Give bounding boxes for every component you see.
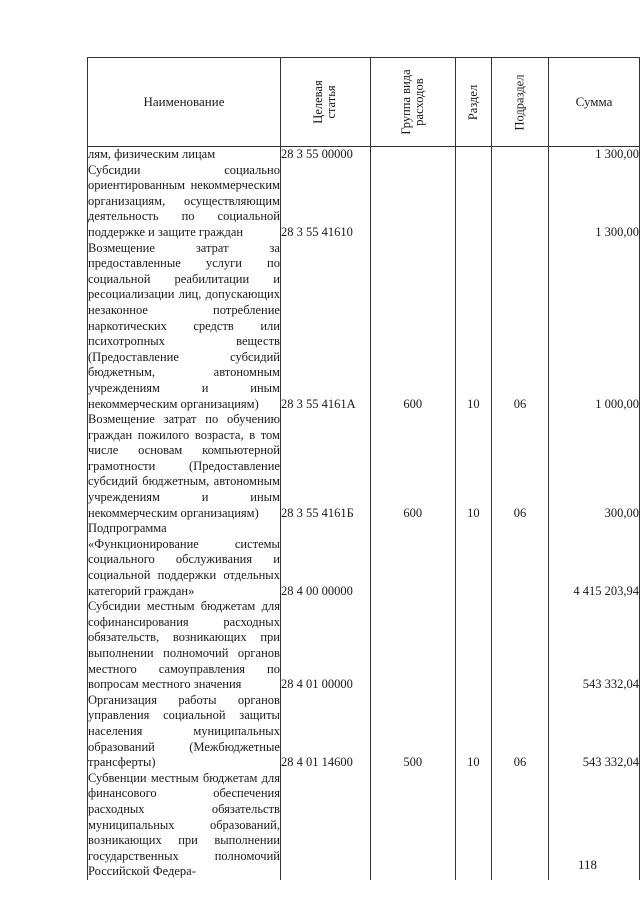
row-code: 28 3 55 4161Б [280, 412, 370, 521]
row-name: Возмещение затрат за предоставленные услуги по социальной реабилитации и ресоциализации лиц, допускающих незаконное потребление наркотических средств или психотропных веществ (Предоставление субсидий бюджетным, автономным учреждениям и иным некоммерческим организациям) [88, 240, 280, 411]
row-code: 28 4 01 14600 [280, 693, 370, 771]
row-group: 600 [370, 241, 455, 413]
row-group: 500 [370, 693, 455, 771]
row-code [280, 771, 370, 880]
page-number: 118 [578, 857, 598, 872]
row-subsection [492, 147, 549, 163]
table-header-row [88, 58, 640, 147]
row-amount: 1 000,00 [549, 241, 640, 413]
row-subsection [492, 771, 549, 880]
row-section: 10 [455, 412, 491, 521]
row-amount: 1 300,00 [549, 163, 640, 241]
row-code: 28 3 55 00000 [280, 147, 370, 163]
row-amount: 543 332,04 [549, 599, 640, 693]
row-subsection [492, 521, 549, 599]
header-group: Группа вида расходов [370, 58, 455, 147]
row-section [455, 163, 491, 241]
header-target: Целевая статья [280, 58, 370, 147]
row-name: Организация работы органов управления социальной защиты населения муниципальных образований (Межбюджетные трансферты) [88, 692, 280, 770]
row-name: Подпрограмма «Функционирование системы социального обслуживания и социальной поддержки отдельных категорий граждан» [88, 521, 280, 598]
row-group [370, 521, 455, 599]
row-subsection: 06 [492, 241, 549, 413]
table-row [88, 163, 640, 241]
row-group: 600 [370, 412, 455, 521]
header-amount: Сумма [549, 58, 640, 147]
row-section [455, 599, 491, 693]
table-row [88, 147, 640, 163]
row-amount: 300,00 [549, 412, 640, 521]
row-code: 28 4 00 00000 [280, 521, 370, 599]
row-group [370, 599, 455, 693]
table-row [88, 693, 640, 771]
row-subsection [492, 599, 549, 693]
row-section [455, 521, 491, 599]
table-row [88, 412, 640, 521]
row-subsection: 06 [492, 693, 549, 771]
table-row [88, 521, 640, 599]
row-name: лям, физическим лицам [88, 147, 281, 163]
row-group [370, 147, 455, 163]
row-group [370, 771, 455, 880]
header-name: Наименование [88, 58, 281, 147]
row-section [455, 147, 491, 163]
row-code: 28 3 55 4161А [280, 241, 370, 413]
table-row [88, 771, 640, 880]
header-section: Раздел [455, 58, 491, 147]
row-section: 10 [455, 693, 491, 771]
row-code: 28 3 55 41610 [280, 163, 370, 241]
row-amount: 1 300,00 [549, 147, 640, 163]
row-name: Субвенции местным бюджетам для финансового обеспечения расходных обязательств муниципальных образований, возникающих при выполнении государственных полномочий Российской Федера- [88, 770, 280, 879]
row-amount: 4 415 203,94 [549, 521, 640, 599]
row-group [370, 163, 455, 241]
header-subsection: Подраздел [492, 58, 549, 147]
row-name: Субсидии местным бюджетам для софинансирования расходных обязательств, возникающих при выполнении полномочий органов местного самоуправления по вопросам местного значения [88, 599, 280, 692]
row-subsection [492, 163, 549, 241]
budget-table [87, 57, 640, 880]
row-name: Субсидии социально ориентированным некоммерческим организациям, осуществляющим деятельность по социальной поддержке и защите граждан [88, 162, 280, 239]
row-amount: 543 332,04 [549, 693, 640, 771]
row-name: Возмещение затрат по обучению граждан пожилого возраста, в том числе основам компьютерной грамотности (Предоставление субсидий бюджетным, автономным учреждениям и иным некоммерческим организациям) [88, 412, 280, 520]
table-row [88, 241, 640, 413]
row-section: 10 [455, 241, 491, 413]
row-subsection: 06 [492, 412, 549, 521]
row-code: 28 4 01 00000 [280, 599, 370, 693]
row-section [455, 771, 491, 880]
table-row [88, 599, 640, 693]
